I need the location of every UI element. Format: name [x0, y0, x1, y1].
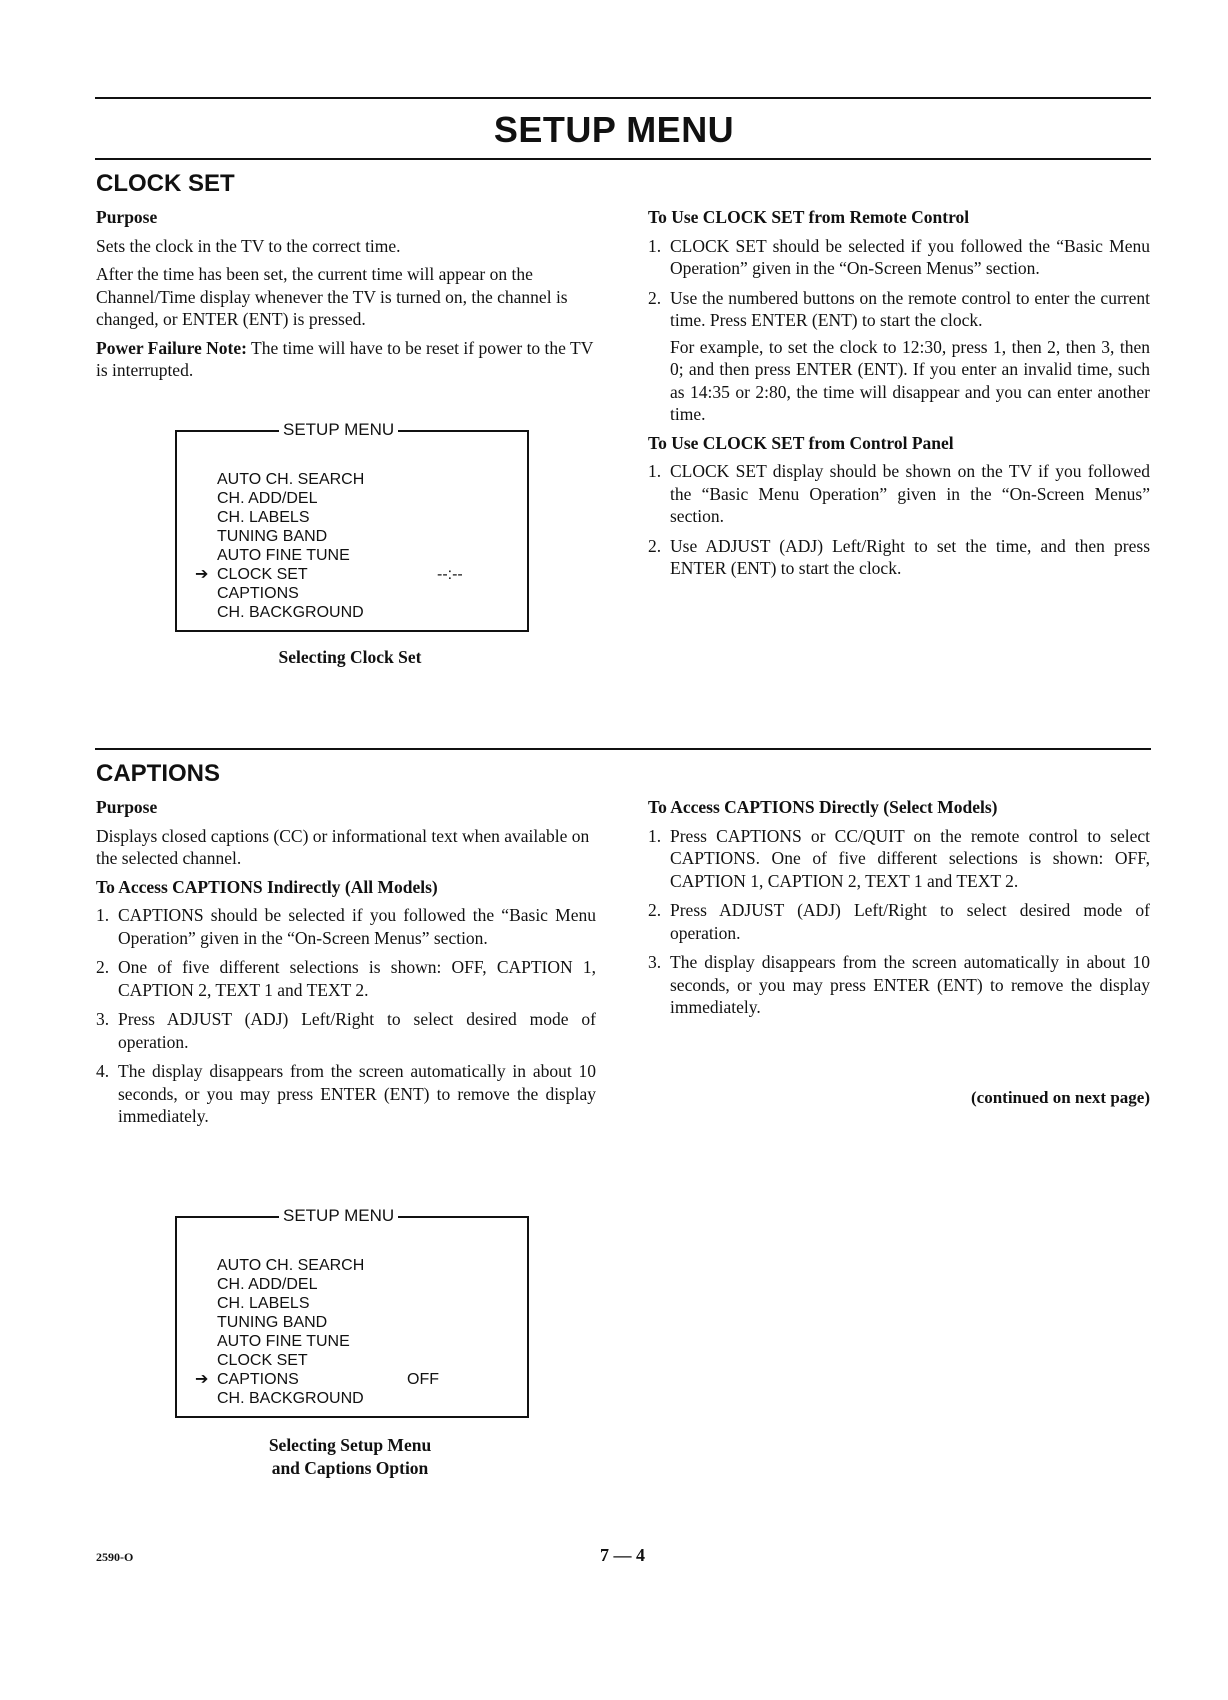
- page-number: 7 — 4: [600, 1545, 645, 1565]
- indirect-steps: [96, 904, 596, 1128]
- clock-menu-list: [195, 470, 463, 622]
- indirect-heading: To Access CAPTIONS Indirectly (All Models): [96, 876, 438, 897]
- remote-example: For example, to set the clock to 12:30, press 1, then 2, then 3, then 0; and then press ENTER (ENT). If you enter an invalid time, such as 14:35 or 2:80, the time will disappear and you can enter another time.: [670, 336, 1150, 424]
- list-item: 1. Press CAPTIONS or CC/QUIT on the remote control to select CAPTIONS. One of five different selections is shown: OFF, CAPTION 1, CAPTION 2, TEXT 1 and TEXT 2.: [648, 825, 1150, 891]
- doc-code: 2590-O: [96, 1550, 134, 1564]
- clock-value: --:--: [437, 566, 463, 583]
- direct-heading: To Access CAPTIONS Directly (Select Models): [648, 797, 998, 817]
- list-item: 2. Use the numbered buttons on the remote control to enter the current time. Press ENTER (ENT) to start the clock.: [648, 287, 1150, 330]
- panel-heading: To Use CLOCK SET from Control Panel: [648, 432, 954, 453]
- menu-item: CH. BACKGROUND: [217, 1390, 364, 1407]
- direct-steps: [648, 825, 1150, 1019]
- clock-purpose-label: Purpose: [96, 207, 158, 227]
- page-title: SETUP MENU: [493, 109, 735, 150]
- list-item: 1. CLOCK SET should be selected if you followed the “Basic Menu Operation” given in the “On-Screen Menus” section.: [648, 235, 1150, 278]
- list-item: 2. One of five different selections is shown: OFF, CAPTION 1, CAPTION 2, TEXT 1 and TEXT 2.: [96, 957, 596, 1000]
- menu-item: CH. ADD/DEL: [217, 490, 318, 507]
- menu-item: CAPTIONS: [217, 585, 299, 602]
- menu-item: CH. BACKGROUND: [217, 604, 364, 621]
- clock-set-right-column: [648, 206, 1150, 587]
- list-item: 3. The display disappears from the screen automatically in about 10 seconds, or you may press ENTER (ENT) to remove the display immediately.: [648, 952, 1150, 1017]
- captions-menu-title: SETUP MENU: [279, 1206, 398, 1225]
- caption-line-2: and Captions Option: [271, 1458, 429, 1478]
- clock-purpose-text: Sets the clock in the TV to the correct time.: [96, 235, 401, 256]
- captions-left-column: [96, 796, 596, 1135]
- menu-item: AUTO CH. SEARCH: [217, 471, 365, 488]
- top-rule: [95, 97, 1151, 99]
- menu-item-label: CAPTIONS: [217, 1371, 299, 1388]
- continued-note: (continued on next page): [971, 1088, 1150, 1107]
- captions-setup-menu-box: [175, 1206, 529, 1418]
- power-note-text: The time will have to be reset if power to the TV is interrupted.: [96, 337, 594, 380]
- menu-item: CH. LABELS: [217, 509, 310, 526]
- captions-purpose-label: Purpose: [96, 797, 158, 817]
- clock-set-left-column: [96, 206, 596, 388]
- menu-item-selected: [195, 565, 463, 584]
- menu-item: CLOCK SET: [217, 1352, 308, 1369]
- menu-item: AUTO FINE TUNE: [217, 1333, 350, 1350]
- clock-power-note: [96, 337, 596, 382]
- clock-setup-menu-box: [175, 420, 529, 632]
- captions-heading: CAPTIONS: [96, 760, 221, 787]
- list-item: 4. The display disappears from the screen automatically in about 10 seconds, or you may press ENTER (ENT) to remove the display immediately.: [96, 1061, 596, 1126]
- arrow-right-icon: ➔: [195, 1371, 209, 1388]
- remote-heading: To Use CLOCK SET from Remote Control: [648, 207, 970, 227]
- clock-after-text: After the time has been set, the current time will appear on the Channel/Time display whenever the TV is turned on, the channel is changed, or ENTER (ENT) is pressed.: [96, 264, 568, 329]
- clock-set-heading: CLOCK SET: [96, 170, 235, 197]
- menu-item: TUNING BAND: [217, 1314, 328, 1331]
- captions-menu-list: [195, 1256, 439, 1408]
- menu-item: CH. LABELS: [217, 1295, 310, 1312]
- arrow-right-icon: ➔: [195, 566, 209, 583]
- clock-menu-title: SETUP MENU: [279, 420, 398, 439]
- list-item: 1. CLOCK SET display should be shown on the TV if you followed the “Basic Menu Operation” given in the “On-Screen Menus” section.: [648, 461, 1150, 526]
- captions-right-column: [648, 796, 1150, 1026]
- title-rule: [95, 158, 1151, 160]
- menu-item: AUTO FINE TUNE: [217, 547, 350, 564]
- captions-purpose-text: Displays closed captions (CC) or informational text when available on the selected channel.: [96, 825, 590, 868]
- captions-figure-caption: [175, 1434, 525, 1480]
- list-item: 3. Press ADJUST (ADJ) Left/Right to select desired mode of operation.: [96, 1009, 596, 1052]
- list-item: 1. CAPTIONS should be selected if you followed the “Basic Menu Operation” given in the “On-Screen Menus” section.: [96, 905, 596, 948]
- menu-item: CH. ADD/DEL: [217, 1276, 318, 1293]
- menu-item: AUTO CH. SEARCH: [217, 1257, 365, 1274]
- remote-steps: [648, 235, 1150, 332]
- menu-item-selected: [195, 1370, 439, 1389]
- power-note-label: Power Failure Note:: [96, 337, 247, 358]
- captions-value: OFF: [407, 1371, 439, 1388]
- clock-figure-caption: Selecting Clock Set: [278, 647, 422, 667]
- menu-item-label: CLOCK SET: [217, 566, 308, 583]
- panel-steps: [648, 460, 1150, 580]
- list-item: 2. Press ADJUST (ADJ) Left/Right to select desired mode of operation.: [648, 900, 1150, 943]
- list-item: 2. Use ADJUST (ADJ) Left/Right to set the time, and then press ENTER (ENT) to start the clock.: [648, 535, 1150, 578]
- menu-item: TUNING BAND: [217, 528, 328, 545]
- caption-line-1: Selecting Setup Menu: [268, 1435, 432, 1455]
- captions-rule: [95, 748, 1151, 750]
